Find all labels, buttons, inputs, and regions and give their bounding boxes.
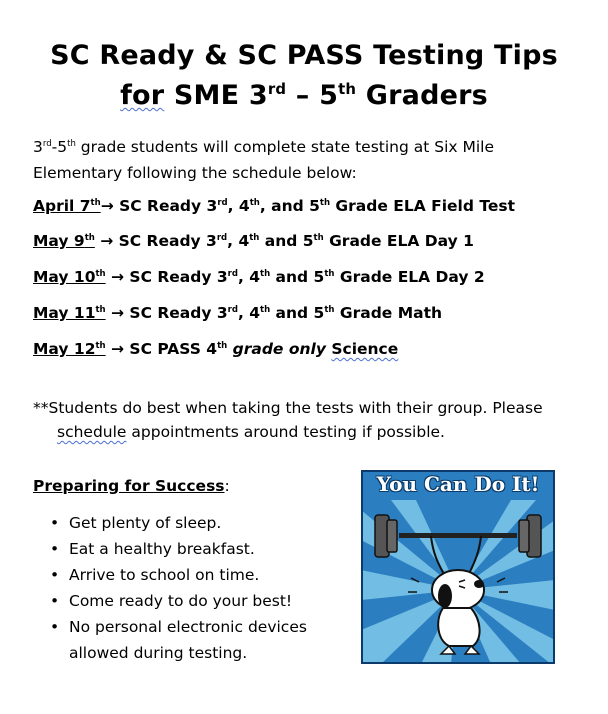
list-item: • Get plenty of sleep. <box>45 510 329 536</box>
list-item: • Arrive to school on time. <box>45 562 329 588</box>
schedule-item: May 11th → SC Ready 3rd, 4th and 5th Grade Math <box>33 304 443 322</box>
subtitle-for: for <box>120 80 165 111</box>
schedule-date: April 7th <box>33 197 101 215</box>
preparing-heading: Preparing for Success: <box>33 477 230 495</box>
arrow-icon: → <box>105 268 130 286</box>
list-item: • Eat a healthy breakfast. <box>45 536 329 562</box>
schedule-date: May 12th <box>33 340 106 358</box>
schedule-item: May 9th → SC Ready 3rd, 4th and 5th Grade ELA Day 1 <box>33 232 474 250</box>
schedule-item: May 12th → SC PASS 4th grade only Science <box>33 340 399 358</box>
poster-title: You Can Do It! <box>376 472 540 496</box>
list-item: • Come ready to do your best! <box>45 588 329 614</box>
page-subtitle: for SME 3rd – 5th Graders <box>120 80 488 111</box>
tips-list <box>45 510 329 666</box>
arrow-icon: → <box>94 232 119 250</box>
list-item: • No personal electronic devices allowed during testing. <box>45 614 329 666</box>
snoopy-weightlifting-image <box>361 470 555 664</box>
schedule-date: May 11th <box>33 304 106 322</box>
page-title: SC Ready & SC PASS Testing Tips <box>50 40 558 71</box>
schedule-item: May 10th → SC Ready 3rd, 4th and 5th Grade ELA Day 2 <box>33 268 485 286</box>
arrow-icon: → <box>105 340 130 358</box>
schedule-date: May 9th <box>33 232 95 250</box>
you-can-do-it-poster <box>361 470 555 664</box>
schedule-item: April 7th→ SC Ready 3rd, 4th, and 5th Grade ELA Field Test <box>33 197 515 215</box>
note-paragraph: **Students do best when taking the tests with their group. Please schedule appointments around testing if possible. <box>33 399 543 441</box>
arrow-icon: → <box>100 197 120 215</box>
intro-paragraph: 3rd-5th grade students will complete state testing at Six Mile Elementary following the schedule below: <box>33 138 495 182</box>
science-word: Science <box>331 340 399 358</box>
schedule-date: May 10th <box>33 268 106 286</box>
schedule-word: schedule <box>57 423 127 441</box>
arrow-icon: → <box>105 304 130 322</box>
